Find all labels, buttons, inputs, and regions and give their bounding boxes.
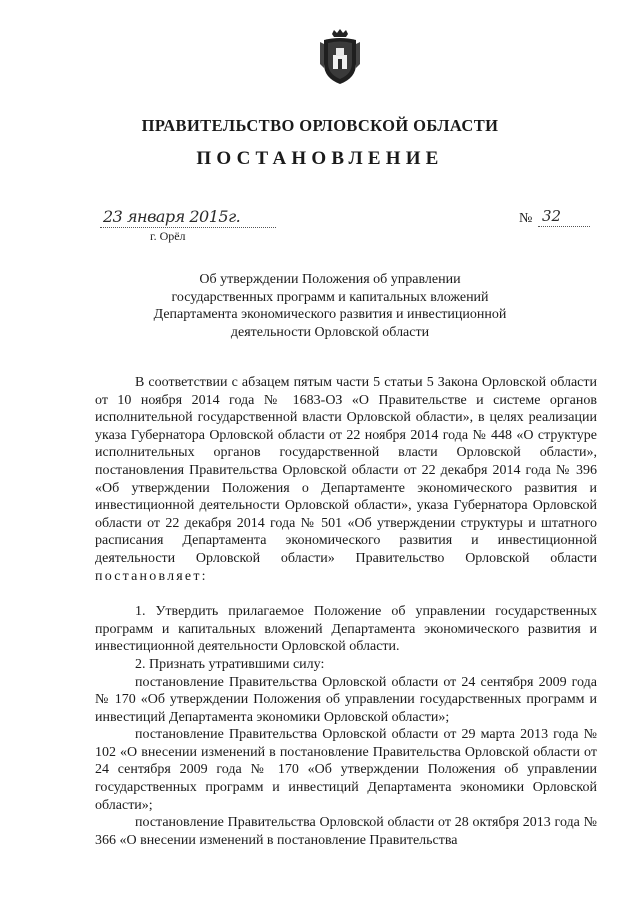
- document-body: [95, 374, 597, 849]
- document-subject: [120, 271, 540, 341]
- subject-line: Департамента экономического развития и инвестиционной: [153, 307, 507, 322]
- document-date-handwritten: 23 января 2015г.: [103, 207, 241, 226]
- document-city: г. Орёл: [150, 229, 186, 243]
- document-number-handwritten: 32: [542, 207, 562, 225]
- number-underline: [538, 226, 590, 227]
- preamble-paragraph: [95, 374, 597, 585]
- government-title: ПРАВИТЕЛЬСТВО ОРЛОВСКОЙ ОБЛАСТИ: [141, 116, 499, 135]
- repealed-act-paragraph: постановление Правительства Орловской области от 24 сентября 2009 года № 170 «Об утверждении Положения об управлении государственных программ и инвестиций Департамента экономики Орловской области»;: [95, 674, 597, 725]
- repealed-act-paragraph: постановление Правительства Орловской области от 29 марта 2013 года № 102 «О внесении изменений в постановление Правительства Орловской области от 24 сентября 2009 года № 170 «Об утверждении Положения об управлении государственных программ и инвестиций Департамента экономики Орловской области»;: [95, 727, 597, 813]
- subject-line: деятельности Орловской области: [230, 324, 430, 340]
- subject-line: государственных программ и капитальных вложений: [171, 289, 489, 305]
- coat-of-arms-icon: [318, 28, 362, 86]
- subject-line: Об утверждении Положения об управлении: [199, 272, 461, 287]
- item-1-paragraph: 1. Утвердить прилагаемое Положение об управлении государственных программ и капитальных вложений Департамента экономического развития и инвестиционной деятельности Орловской области.: [95, 604, 597, 655]
- item-2-paragraph: 2. Признать утратившими силу:: [135, 656, 325, 672]
- document-number-label: №: [519, 211, 533, 226]
- document-type-title: ПОСТАНОВЛЕНИЕ: [196, 148, 444, 169]
- preamble-text: В соответствии с абзацем пятым части 5 статьи 5 Закона Орловской области от 10 ноября 2014 года № 1683-ОЗ «О Правительстве и системе органов исполнительной государственной власти Орловской области», в целях реализации указа Губернатора Орловской области от 22 ноября 2014 года № 448 «О структуре исполнительных органов государственной власти Орловской области», постановления Правительства Орловской области от 22 декабря 2014 года № 396 «Об утверждении Положения о Департаменте экономического развития и инвестиционной деятельности Орловской области», указа Губернатора Орловской области от 22 декабря 2014 года № 501 «Об утверждении структуры и штатного расписания Департамента экономического развития и инвестиционной деятельности Орловской области» Правительство Орловской области: [95, 375, 597, 566]
- date-underline: [100, 227, 276, 228]
- resolves-text: постановляет:: [95, 568, 208, 584]
- repealed-act-paragraph: постановление Правительства Орловской области от 28 октября 2013 года № 366 «О внесении изменений в постановление Правительства: [95, 815, 597, 848]
